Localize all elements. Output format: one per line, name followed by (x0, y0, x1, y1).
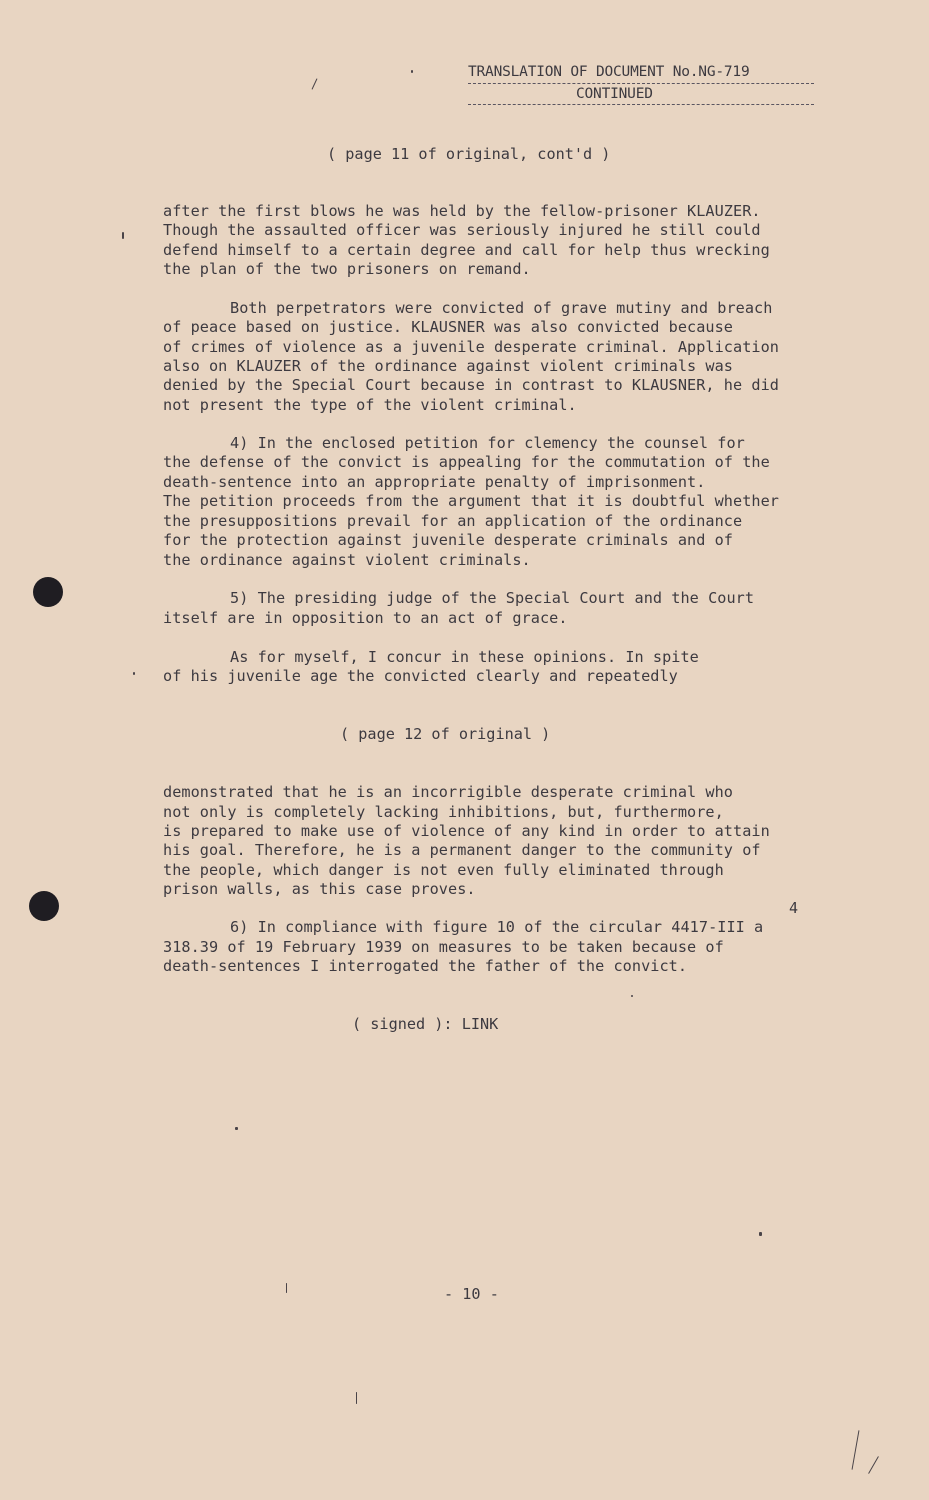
paper-speck (852, 1430, 860, 1470)
punch-hole (29, 891, 59, 921)
signature: ( signed ): LINK (352, 1015, 499, 1033)
page-number: - 10 - (444, 1285, 499, 1303)
paper-speck (122, 232, 124, 239)
paragraph-line: 318.39 of 19 February 1939 on measures to be taken because of (163, 938, 724, 956)
subtitle-rule (468, 104, 814, 105)
page-reference-12: ( page 12 of original ) (340, 725, 551, 743)
paper-speck (411, 70, 413, 73)
paragraph-line: Though the assaulted officer was seriously injured he still could (163, 221, 761, 239)
paragraph-line: the presuppositions prevail for an application of the ordinance (163, 512, 743, 530)
paragraph-line: of peace based on justice. KLAUSNER was also convicted because (163, 318, 734, 336)
paragraph-line: As for myself, I concur in these opinions. In spite (230, 648, 699, 666)
paper-speck (631, 995, 633, 997)
paragraph-line: is prepared to make use of violence of any kind in order to attain (163, 822, 770, 840)
paragraph-line: after the first blows he was held by the fellow-prisoner KLAUZER. (163, 202, 761, 220)
paper-speck (286, 1283, 287, 1293)
document-title: TRANSLATION OF DOCUMENT No.NG-719 (468, 64, 750, 80)
paragraph-line: for the protection against juvenile desperate criminals and of (163, 531, 734, 549)
paragraph-line: of his juvenile age the convicted clearly and repeatedly (163, 667, 678, 685)
paragraph-line: death-sentence into an appropriate penalty of imprisonment. (163, 473, 706, 491)
paragraph-line: not present the type of the violent criminal. (163, 396, 577, 414)
paper-speck (868, 1456, 879, 1474)
paragraph-line: of crimes of violence as a juvenile desperate criminal. Application (163, 338, 779, 356)
paragraph-line: Both perpetrators were convicted of grave mutiny and breach (230, 299, 773, 317)
paragraph-line: demonstrated that he is an incorrigible desperate criminal who (163, 783, 734, 801)
document-subtitle: CONTINUED (576, 86, 653, 102)
paragraph-line: The petition proceeds from the argument that it is doubtful whether (163, 492, 779, 510)
page-reference-11: ( page 11 of original, cont'd ) (327, 145, 611, 163)
paragraph-line: also on KLAUZER of the ordinance against violent criminals was (163, 357, 734, 375)
paragraph-line: 5) The presiding judge of the Special Court and the Court (230, 589, 755, 607)
paragraph-line: his goal. Therefore, he is a permanent danger to the community of (163, 841, 761, 859)
paragraph-line: the defense of the convict is appealing for the commutation of the (163, 453, 770, 471)
title-rule (468, 83, 814, 84)
paragraph-line: the ordinance against violent criminals. (163, 551, 531, 569)
paper-speck (356, 1392, 357, 1404)
paper-speck (133, 672, 135, 675)
paragraph-line: the plan of the two prisoners on remand. (163, 260, 531, 278)
paper-speck (312, 78, 318, 89)
margin-note: 4 (789, 899, 799, 917)
paragraph-line: denied by the Special Court because in contrast to KLAUSNER, he did (163, 376, 779, 394)
paragraph-line: the people, which danger is not even fully eliminated through (163, 861, 724, 879)
paper-speck (759, 1232, 762, 1236)
paragraph-line: 4) In the enclosed petition for clemency the counsel for (230, 434, 745, 452)
paragraph-line: itself are in opposition to an act of grace. (163, 609, 568, 627)
paragraph-line: defend himself to a certain degree and call for help thus wrecking (163, 241, 770, 259)
paper-speck (235, 1127, 238, 1130)
paragraph-line: not only is completely lacking inhibitions, but, furthermore, (163, 803, 724, 821)
paragraph-line: 6) In compliance with figure 10 of the circular 4417-III a (230, 918, 764, 936)
paragraph-line: death-sentences I interrogated the father of the convict. (163, 957, 688, 975)
punch-hole (33, 577, 63, 607)
paragraph-line: prison walls, as this case proves. (163, 880, 476, 898)
